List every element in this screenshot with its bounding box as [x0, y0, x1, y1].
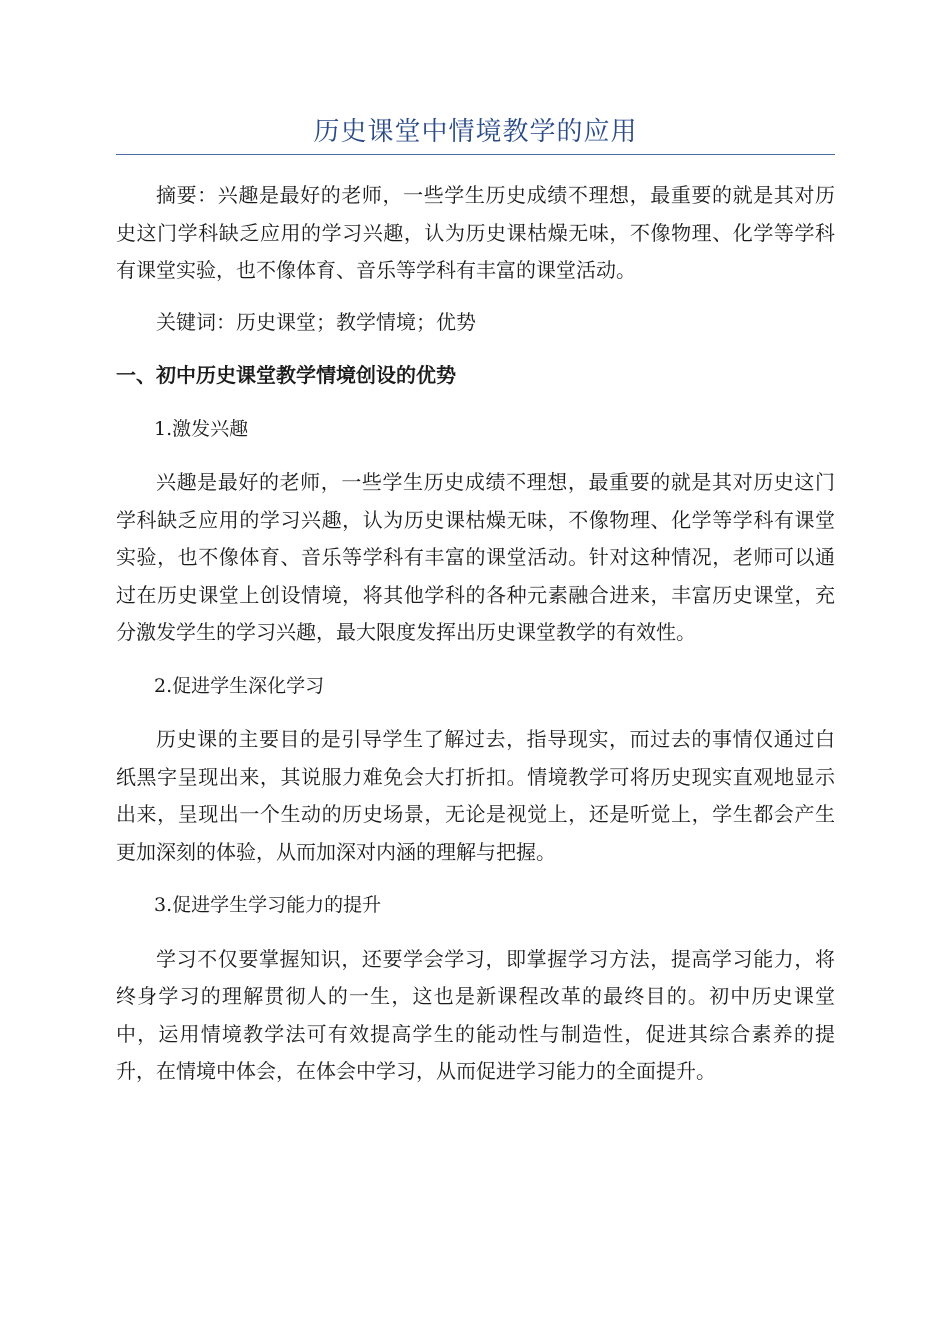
subheading-1: 1.激发兴趣 [154, 417, 249, 440]
title-underline [116, 154, 835, 155]
subheading-2: 2.促进学生深化学习 [154, 674, 325, 697]
abstract-paragraph: 摘要：兴趣是最好的老师，一些学生历史成绩不理想，最重要的就是其对历史这门学科缺乏应用的学习兴趣，认为历史课枯燥无味，不像物理、化学等学科有课堂实验，也不像体育、音乐等学科有丰富的课堂活动。 [116, 183, 835, 282]
body-paragraph-3: 学习不仅要掌握知识，还要学会学习，即掌握学习方法，提高学习能力，将终身学习的理解贯彻人的一生，这也是新课程改革的最终目的。初中历史课堂中，运用情境教学法可有效提高学生的能动性与制造性，促进其综合素养的提升，在情境中体会，在体会中学习，从而促进学习能力的全面提升。 [116, 946, 835, 1083]
keywords-line: 关键词：历史课堂；教学情境；优势 [156, 309, 476, 334]
document-title: 历史课堂中情境教学的应用 [313, 117, 638, 147]
section-heading-1: 一、初中历史课堂教学情境创设的优势 [116, 363, 456, 387]
body-paragraph-1: 兴趣是最好的老师，一些学生历史成绩不理想，最重要的就是其对历史这门学科缺乏应用的学习兴趣，认为历史课枯燥无味，不像物理、化学等学科有课堂实验，也不像体育、音乐等学科有丰富的课堂活动。针对这种情况，老师可以通过在历史课堂上创设情境，将其他学科的各种元素融合进来，丰富历史课堂，充分激发学生的学习兴趣，最大限度发挥出历史课堂教学的有效性。 [116, 470, 835, 644]
document-page [116, 112, 835, 1091]
subheading-3: 3.促进学生学习能力的提升 [154, 894, 382, 916]
body-paragraph-2: 历史课的主要目的是引导学生了解过去，指导现实，而过去的事情仅通过白纸黑字呈现出来，其说服力难免会大打折扣。情境教学可将历史现实直观地显示出来，呈现出一个生动的历史场景，无论是视觉上，还是听觉上，学生都会产生更加深刻的体验，从而加深对内涵的理解与把握。 [116, 727, 835, 864]
